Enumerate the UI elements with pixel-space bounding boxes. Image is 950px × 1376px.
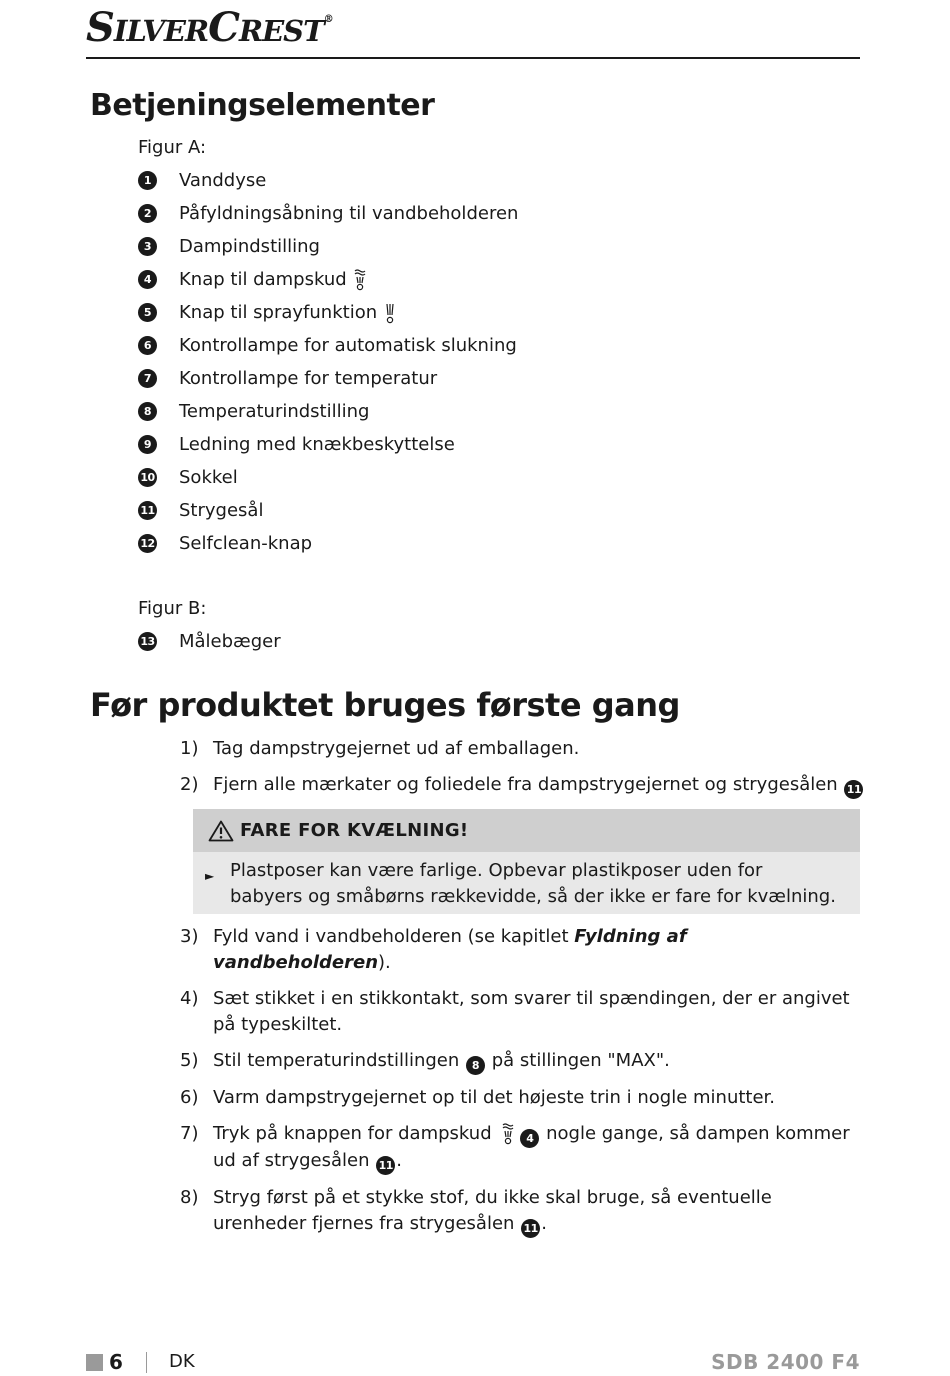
legend-item: 13 Målebæger	[138, 625, 281, 658]
legend-item: 12 Selfclean-knap	[138, 527, 518, 560]
warning-body	[193, 852, 860, 910]
callout-number: 11	[844, 780, 863, 799]
figure-a-legend	[138, 164, 518, 560]
figure-b-label: Figur B:	[138, 598, 207, 619]
callout-number: 1	[138, 171, 157, 190]
warning-triangle-icon	[208, 820, 234, 842]
footer-divider	[146, 1352, 147, 1373]
page-number: 6	[109, 1350, 123, 1374]
callout-number: 13	[138, 632, 157, 651]
footer-marker	[86, 1354, 103, 1371]
bullet-arrow-icon: ►	[205, 869, 215, 883]
steps-list-b	[180, 924, 870, 1248]
figure-a-label: Figur A:	[138, 137, 207, 158]
callout-number: 12	[138, 534, 157, 553]
step-item: 8) Stryg først på et stykke stof, du ikke skal bruge, så eventuelle urenheder fjernes fra strygesålen 11 .	[180, 1185, 870, 1238]
callout-number: 4	[520, 1129, 539, 1148]
callout-number: 7	[138, 369, 157, 388]
callout-number: 5	[138, 303, 157, 322]
section-title-controls: Betjeningselementer	[90, 88, 435, 123]
step-item: 7) Tryk på knappen for dampskud 4 nogle gange, så dampen kommer ud af strygesålen 11 .	[180, 1121, 870, 1175]
legend-item: 6 Kontrollampe for automatisk slukning	[138, 329, 518, 362]
step-item: 5) Stil temperaturindstillingen 8 på stillingen "MAX".	[180, 1048, 870, 1075]
callout-number: 6	[138, 336, 157, 355]
callout-number: 9	[138, 435, 157, 454]
steam-burst-icon	[501, 1123, 515, 1145]
callout-number: 11	[138, 501, 157, 520]
header-rule	[86, 57, 860, 59]
legend-item: 1 Vanddyse	[138, 164, 518, 197]
legend-item: 4 Knap til dampskud	[138, 263, 518, 296]
legend-item: 3 Dampindstilling	[138, 230, 518, 263]
legend-item: 9 Ledning med knækbeskyttelse	[138, 428, 518, 461]
step-item: 6) Varm dampstrygejernet op til det højeste trin i nogle minutter.	[180, 1087, 776, 1108]
legend-item: 11 Strygesål	[138, 494, 518, 527]
warning-box	[193, 809, 860, 914]
step-item: 2) Fjern alle mærkater og foliedele fra dampstrygejernet og strygesålen 11	[180, 772, 870, 825]
legend-item: 2 Påfyldningsåbning til vandbeholderen	[138, 197, 518, 230]
step-item: 4) Sæt stikket i en stikkontakt, som svarer til spændingen, der er angivet på typeskiltet.	[180, 988, 850, 1035]
callout-number: 3	[138, 237, 157, 256]
callout-number: 8	[466, 1056, 485, 1075]
warning-header	[193, 809, 860, 852]
step-item: 3) Fyld vand i vandbeholderen (se kapitlet Fyldning af vandbeholderen).	[180, 926, 687, 973]
language-code: DK	[169, 1351, 195, 1372]
legend-item: 7 Kontrollampe for temperatur	[138, 362, 518, 395]
legend-item: 8 Temperaturindstilling	[138, 395, 518, 428]
callout-number: 11	[376, 1156, 395, 1175]
callout-number: 4	[138, 270, 157, 289]
warning-text: Plastposer kan være farlige. Opbevar plastikposer uden for babyers og småbørns rækkevidde, så der ikke er fare for kvælning.	[230, 860, 836, 907]
silvercrest-logo: SILVERCREST®	[86, 4, 333, 51]
legend-item: 5 Knap til sprayfunktion	[138, 296, 518, 329]
callout-number: 11	[521, 1219, 540, 1238]
model-number: SDB 2400 F4	[711, 1350, 860, 1374]
steam-burst-icon	[353, 269, 367, 291]
warning-title: FARE FOR KVÆLNING!	[240, 820, 469, 841]
figure-b-legend	[138, 625, 281, 658]
callout-number: 8	[138, 402, 157, 421]
spray-icon	[383, 302, 397, 324]
chapter-reference: Fyldning af vandbeholderen	[213, 926, 687, 973]
callout-number: 10	[138, 468, 157, 487]
step-item: 1) Tag dampstrygejernet ud af emballagen.	[180, 738, 580, 759]
legend-item: 10 Sokkel	[138, 461, 518, 494]
callout-number: 2	[138, 204, 157, 223]
section-title-first-use: Før produktet bruges første gang	[90, 686, 680, 724]
